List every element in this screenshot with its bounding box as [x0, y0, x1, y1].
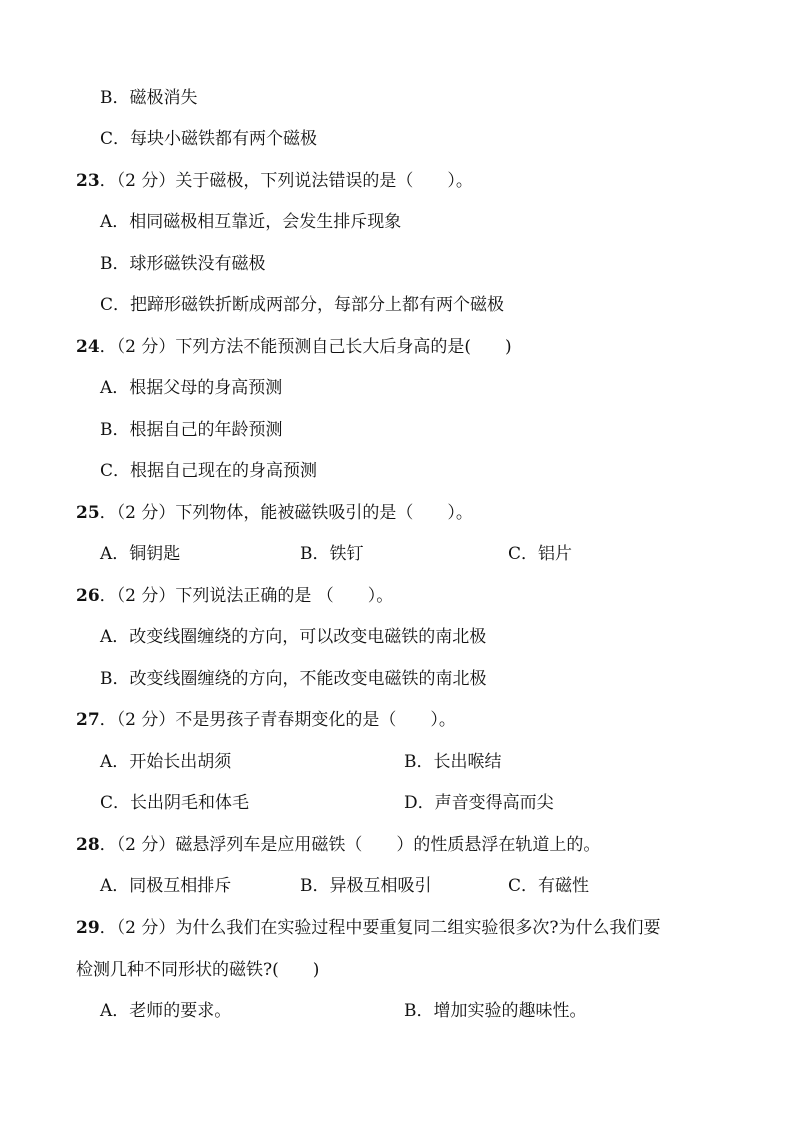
q27-option-a: A．开始长出胡须	[100, 752, 232, 772]
q26-option-a: A．改变线圈缠绕的方向，可以改变电磁铁的南北极	[100, 627, 487, 647]
question-text: ．（2 分）为什么我们在实验过程中要重复同二组实验很多次?为什么我们要	[99, 918, 661, 938]
question-27-stem	[76, 708, 456, 732]
q27-option-b: B．长出喉结	[404, 752, 502, 772]
q25-option-c: C．铝片	[508, 544, 573, 564]
q24-option-a: A．根据父母的身高预测	[100, 378, 283, 398]
question-text: ．（2 分）磁悬浮列车是应用磁铁（ ）的性质悬浮在轨道上的。	[99, 835, 601, 855]
q27-option-c: C．长出阴毛和体毛	[100, 793, 250, 813]
question-26-stem	[76, 584, 393, 608]
question-23-stem	[76, 169, 473, 193]
question-number: 24	[76, 337, 100, 357]
question-number: 27	[76, 710, 100, 730]
q28-option-b: B．异极互相吸引	[300, 876, 432, 896]
q27-option-d: D．声音变得高而尖	[404, 793, 554, 813]
question-24-stem	[76, 335, 512, 359]
question-29-stem	[76, 916, 661, 940]
question-text: ．（2 分）下列方法不能预测自己长大后身高的是( )	[99, 337, 512, 357]
question-text: ．（2 分）下列说法正确的是 （ ）。	[99, 586, 394, 606]
q28-option-a: A．同极互相排斥	[100, 876, 232, 896]
question-number: 29	[76, 918, 100, 938]
question-text: ．（2 分）下列物体，能被磁铁吸引的是（ ）。	[99, 503, 473, 523]
q23-option-b: B．球形磁铁没有磁极	[100, 254, 266, 274]
prev-option-c: C．每块小磁铁都有两个磁极	[100, 129, 318, 149]
q23-option-a: A．相同磁极相互靠近，会发生排斥现象	[100, 212, 402, 232]
question-text: ．（2 分）不是男孩子青春期变化的是（ ）。	[99, 710, 456, 730]
q23-option-c: C．把蹄形磁铁折断成两部分，每部分上都有两个磁极	[100, 295, 505, 315]
q25-option-b: B．铁钉	[300, 544, 364, 564]
question-28-stem	[76, 833, 600, 857]
q24-option-c: C．根据自己现在的身高预测	[100, 461, 318, 481]
question-number: 28	[76, 835, 100, 855]
question-number: 26	[76, 586, 100, 606]
question-text: ．（2 分）关于磁极，下列说法错误的是（ ）。	[99, 171, 473, 191]
q24-option-b: B．根据自己的年龄预测	[100, 420, 283, 440]
q28-option-c: C．有磁性	[508, 876, 590, 896]
prev-option-b: B．磁极消失	[100, 88, 198, 108]
q26-option-b: B．改变线圈缠绕的方向，不能改变电磁铁的南北极	[100, 669, 487, 689]
question-29-stem-continued: 检测几种不同形状的磁铁?( )	[76, 960, 320, 980]
question-number: 23	[76, 171, 100, 191]
q29-option-a: A．老师的要求。	[100, 1001, 232, 1021]
q25-option-a: A．铜钥匙	[100, 544, 181, 564]
q29-option-b: B．增加实验的趣味性。	[404, 1001, 587, 1021]
question-25-stem	[76, 501, 473, 525]
question-number: 25	[76, 503, 100, 523]
